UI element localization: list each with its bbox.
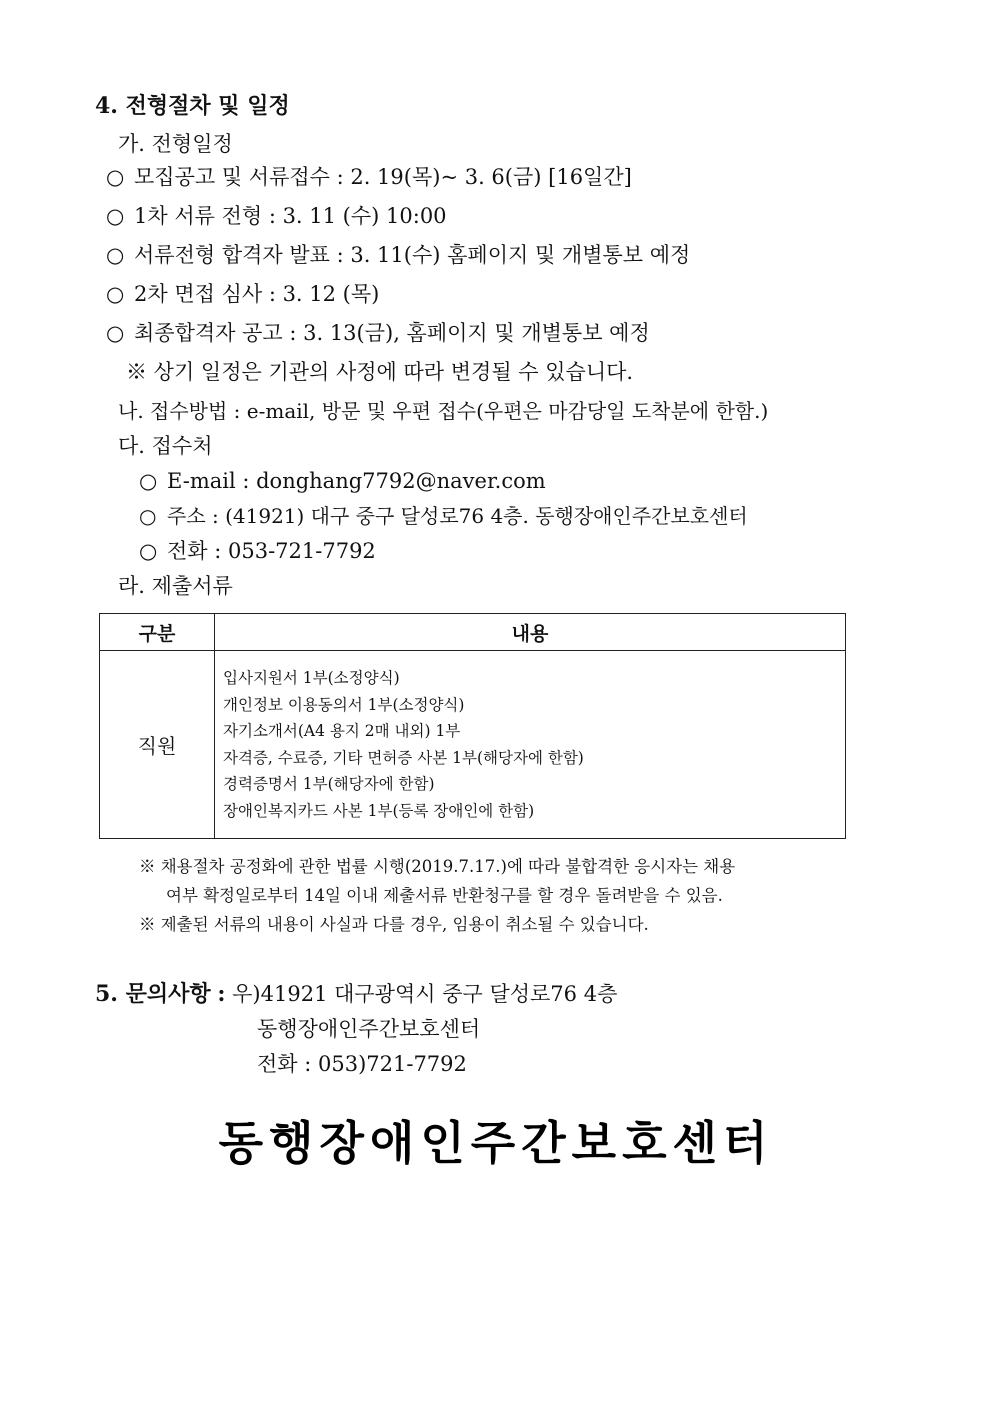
list-item: 경력증명서 1부(해당자에 한함) [223,775,435,793]
place-label: 다. 접수처 [118,434,213,458]
schedule-item-text: 모집공고 및 서류접수 : 2. 19(목)~ 3. 6(금) [16일간] [134,165,632,189]
table-header-row [100,614,846,651]
section-4-title: 4. 전형절차 및 일정 [95,93,290,119]
circle-bullet-icon: ○ [139,504,157,528]
schedule-item [106,163,632,191]
category-cell: 직원 [100,651,215,839]
circle-bullet-icon: ○ [106,204,125,228]
schedule-item-text: 1차 서류 전형 : 3. 11 (수) 10:00 [134,204,447,228]
inquiry-phone: 전화 : 053)721-7792 [257,1052,467,1076]
notice-text: ※ 제출된 서류의 내용이 사실과 다를 경우, 임용이 취소될 수 있습니다. [139,915,649,934]
circle-bullet-icon: ○ [106,282,125,306]
notice-text: 여부 확정일로부터 14일 이내 제출서류 반환청구를 할 경우 돌려받을 수 있음. [166,886,723,905]
schedule-item-text: 최종합격자 공고 : 3. 13(금), 홈페이지 및 개별통보 예정 [134,321,650,345]
schedule-item [106,241,690,269]
table-row [100,651,846,839]
list-item: 자격증, 수료증, 기타 면허증 사본 1부(해당자에 한함) [223,748,584,767]
circle-bullet-icon: ○ [139,469,158,493]
section-5-title: 5. 문의사항 [95,981,211,1007]
schedule-item-text: 2차 면접 심사 : 3. 12 (목) [134,282,380,306]
organization-name: 동행장애인주간보호센터 [218,1116,774,1170]
schedule-item [106,202,447,230]
circle-bullet-icon: ○ [139,539,158,563]
items-cell [215,651,846,839]
list-item: 장애인복지카드 사본 1부(등록 장애인에 한함) [223,801,535,820]
email-text: E-mail : donghang7792@naver.com [167,469,546,493]
address-text: 주소 : (41921) 대구 중구 달성로76 4층. 동행장애인주간보호센터 [167,504,748,528]
list-item: 개인정보 이용동의서 1부(소정양식) [223,695,465,714]
inquiry-org: 동행장애인주간보호센터 [257,1017,481,1041]
list-item: 자기소개서(A4 용지 2매 내외) 1부 [223,722,461,740]
circle-bullet-icon: ○ [106,165,125,189]
phone-text: 전화 : 053-721-7792 [167,539,376,563]
schedule-note: ※ 상기 일정은 기관의 사정에 따라 변경될 수 있습니다. [126,360,634,384]
list-item: 입사지원서 1부(소정양식) [223,669,400,687]
schedule-item [106,319,650,347]
inquiry-address: 우)41921 대구광역시 중구 달성로76 4층 [232,982,618,1006]
place-item-address [139,502,748,530]
header-category: 구분 [100,614,215,651]
schedule-item-text: 서류전형 합격자 발표 : 3. 11(수) 홈페이지 및 개별통보 예정 [134,243,691,267]
schedule-item [106,280,379,308]
circle-bullet-icon: ○ [106,243,125,267]
circle-bullet-icon: ○ [106,321,125,345]
submission-method: 나. 접수방법 : e-mail, 방문 및 우편 접수(우편은 마감당일 도착분에 한함.) [118,399,769,423]
place-item-phone [139,537,376,565]
documents-label: 라. 제출서류 [118,574,233,598]
header-content: 내용 [215,614,846,651]
place-item-email [139,467,546,495]
colon: : [217,981,226,1007]
inquiry-line [95,980,617,1008]
notice-text: ※ 채용절차 공정화에 관한 법률 시행(2019.7.17.)에 따라 불합격한 응시자는 채용 [139,857,736,876]
documents-table [99,613,846,839]
schedule-label: 가. 전형일정 [118,132,233,156]
